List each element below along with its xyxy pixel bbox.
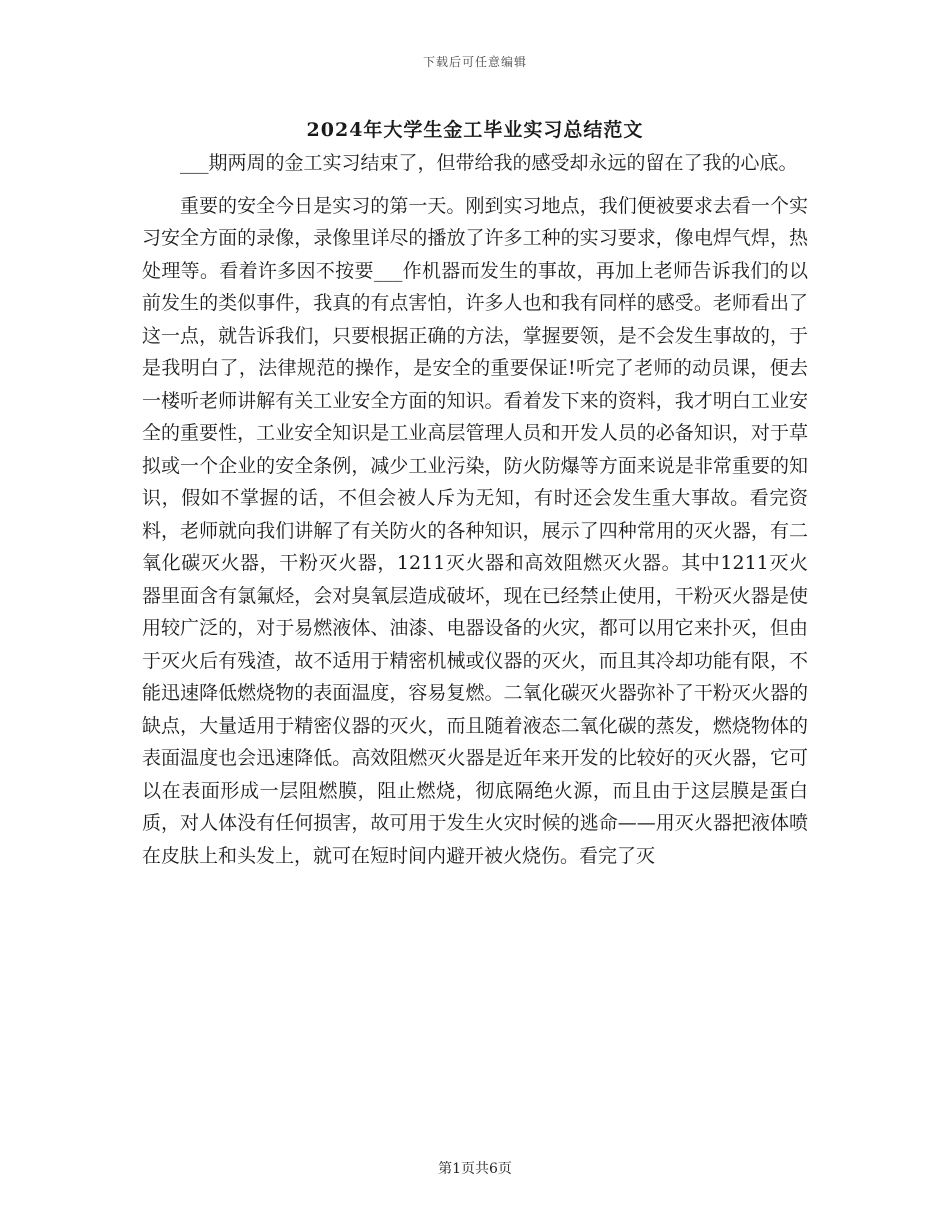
document-body bbox=[142, 147, 808, 872]
page-number: 第1页共6页 bbox=[438, 1161, 512, 1177]
paragraph-safety: 重要的安全今日是实习的第一天。刚到实习地点，我们便被要求去看一个实习安全方面的录像，录像里详尽的播放了许多工种的实习要求，像电焊气焊，热处理等。看着许多因不按要___作机器而发生的事故，再加上老师告诉我们的以前发生的类似事件，我真的有点害怕，许多人也和我有同样的感受。老师看出了这一点，就告诉我们，只要根据正确的方法，掌握要领，是不会发生事故的，于是我明白了，法律规范的操作，是安全的重要保证!听完了老师的动员课，便去一楼听老师讲解有关工业安全方面的知识。看着发下来的资料，我才明白工业安全的重要性，工业安全知识是工业高层管理人员和开发人员的必备知识，对于草拟或一个企业的安全条例，减少工业污染，防火防爆等方面来说是非常重要的知识，假如不掌握的话，不但会被人斥为无知，有时还会发生重大事故。看完资料，老师就向我们讲解了有关防火的各种知识，展示了四种常用的灭火器，有二氧化碳灭火器，干粉灭火器，1211灭火器和高效阻燃灭火器。其中1211灭火器里面含有氯氟烃，会对臭氧层造成破坏，现在已经禁止使用，干粉灭火器是使用较广泛的，对于易燃液体、油漆、电器设备的火灾，都可以用它来扑灭，但由于灭火后有残渣，故不适用于精密机械或仪器的灭火，而且其冷却功能有限，不能迅速降低燃烧物的表面温度，容易复燃。二氧化碳灭火器弥补了干粉灭火器的缺点，大量适用于精密仪器的灭火，而且随着液态二氧化碳的蒸发，燃烧物体的表面温度也会迅速降低。高效阻燃灭火器是近年来开发的比较好的灭火器，它可以在表面形成一层阻燃膜，阻止燃烧，彻底隔绝火源，而且由于这层膜是蛋白质，对人体没有任何损害，故可用于发生火灾时候的逃命——用灭火器把液体喷在皮肤上和头发上，就可在短时间内避开被火烧伤。看完了灭 bbox=[142, 194, 808, 867]
header-note: 下载后可任意编辑 bbox=[422, 55, 527, 69]
document-title: 2024年大学生金工毕业实习总结范文 bbox=[306, 119, 644, 141]
paragraph-intro: ___期两周的金工实习结束了，但带给我的感受却永远的留在了我的心底。 bbox=[180, 152, 798, 174]
